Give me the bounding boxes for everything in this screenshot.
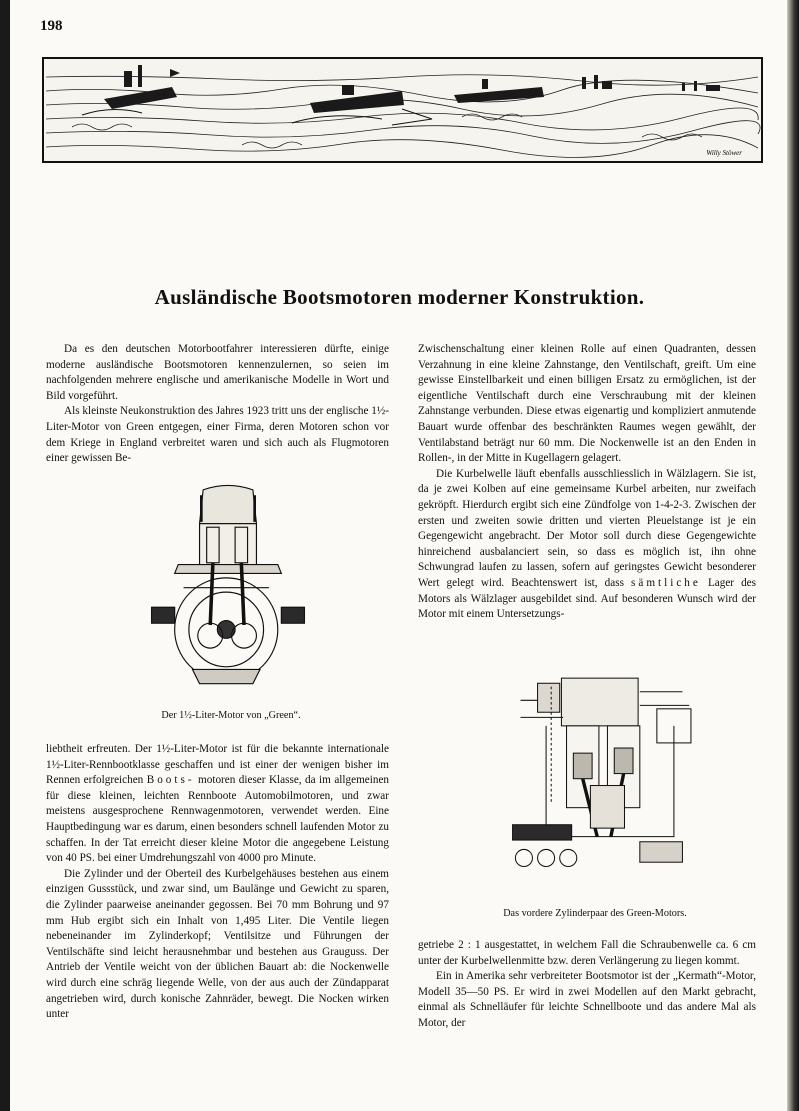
page-number: 198 <box>40 18 63 34</box>
header-illustration <box>42 57 763 163</box>
paragraph <box>46 742 389 867</box>
right-column-lower <box>418 938 756 1032</box>
figure-caption: Das vordere Zylinderpaar des Green-Motors. <box>503 908 687 919</box>
scan-edge-right <box>787 0 799 1111</box>
paragraph: Ein in Amerika sehr verbreiteter Bootsmotor ist der „Kermath“-Motor, Modell 35—50 PS. Er wird in zwei Modellen auf den Markt gebracht, einmal als Schnelläufer für leichte Schnellboote und das andere Mal als Motor, der <box>418 970 756 1029</box>
left-column-lower <box>46 742 389 1023</box>
scan-edge-left <box>0 0 10 1111</box>
paragraph: Die Zylinder und der Oberteil des Kurbelgehäuses bestehen aus einem einzigen Gussstück, und zwar sind, um Baulänge und Gewicht zu sparen, die Zylinder paarweise aneinander gegossen. Bei 70 mm Bohrung und 97 mm Hub ergibt sich ein Inhalt von 1,495 Liter. Die Ventile liegen nebeneinander im Zylinderkopf; Ventilsitze und Führungen der Ventilschäfte sind leicht herausnehmbar und bestehen aus Grauguss. Der Antrieb der Ventile weicht von der üblichen Bauart ab: die Nockenwelle wird durch eine schräg liegende Welle, von der aus auch der Zündapparat angetrieben wird, durch konische Zahnräder, bewegt. Die Nocken wirken unter <box>46 867 389 1021</box>
text-run: liebtheit erfreuten. Der 1½-Liter-Motor ist für die bekannte internationale 1½-Liter-Rennbootklasse geschaffen und ist einer der wenigen bisher im Rennen erfolgreichen <box>46 743 389 787</box>
cylinder-pair-figure <box>512 657 708 897</box>
paragraph <box>418 467 756 623</box>
left-column-upper <box>46 342 389 467</box>
paragraph: getriebe 2 : 1 ausgestattet, in welchem Fall die Schraubenwelle ca. 6 cm unter der Kurbelwellenmitte bzw. deren Verlängerung zu liegen kommt. <box>418 939 756 967</box>
artist-signature: Willy Stöwer <box>706 149 742 157</box>
text-run: Lager des Motors als Wälzlager ausgebildet sind. Auf besonderen Wunsch wird der Motor mit einem Untersetzungs- <box>418 576 757 621</box>
paragraph: Zwischenschaltung einer kleinen Rolle auf einen Quadranten, dessen Verzahnung in eine kleine Zahnstange, den Ventilschaft, greift. Um eine gewisse Einstellbarkeit und einen billigen Ersatz zu ermöglichen, ist der eigentliche Ventilschaft durch eine Verschraubung mit der kleinen Zahnstange verbunden. Diese etwas eigenartig und kompliziert anmutende Bauart wurde offenbar des beschränkten Raumes wegen gewählt, der Ventilabstand beträgt nur 60 mm. Die Nockenwelle ist an den Enden in Rollen-, in der Mitte in Kugellagern gelagert. <box>418 343 756 465</box>
text-run: motoren dieser Klasse, da im allgemeinen für diese kleinen, leichten Rennboote Automobilmotoren, und zwar meistens ausgesprochene Rennwagenmotoren, verwendet werden. Eine Hauptbedingung war es darum, einen besonders schnell laufenden Motor zu schaffen. In der Tat erreicht dieser kleine Motor die angegebene Leistung von 40 PS. bei einer Umdrehungszahl von 4000 pro Minute. <box>46 774 389 865</box>
text-run: sämtliche <box>631 576 701 589</box>
article-title: Ausländische Bootsmotoren moderner Konstruktion. <box>154 285 645 309</box>
paragraph: Als kleinste Neukonstruktion des Jahres 1923 tritt uns der englische 1½-Liter-Motor von Green entgegen, einer Firma, deren Motoren schon vor dem Kriege in England verbreitet waren und sich auch als Flugmotoren einer gewissen Be- <box>46 405 389 465</box>
figure-caption: Der 1½-Liter-Motor von „Green“. <box>161 710 301 721</box>
paragraph: Da es den deutschen Motorbootfahrer interessieren dürfte, einige moderne ausländische Bootsmotoren kennenzulernen, so seien im nachfolgenden mehrere englische und amerikanische Modelle in Wort und Bild vorgeführt. <box>46 343 389 402</box>
right-column-upper <box>418 342 756 623</box>
engine-side-figure <box>148 470 308 700</box>
text-run: Boots- <box>146 774 195 787</box>
text-run: Die Kurbelwelle läuft ebenfalls ausschliesslich in Wälzlagern. Sie ist, da je zwei Kolben auf eine gemeinsame Kurbel arbeiten, nur zweifach gekröpft. Hierdurch ergibt sich eine Zündfolge von 1-4-2-3. Zwischen der ersten und zweiten sowie dritten und vierten Pleuelstange ist je ein Gegengewicht angebracht. Der Motor soll durch diese Gegengewichte hinreichend ausbalanciert sein, so dass es möglich ist, ihn ohne Schwungrad laufen zu lassen, sofern auf geringstes Gewicht besonderer Wert gelegt wird. Beachtenswert ist, dass <box>418 467 756 589</box>
